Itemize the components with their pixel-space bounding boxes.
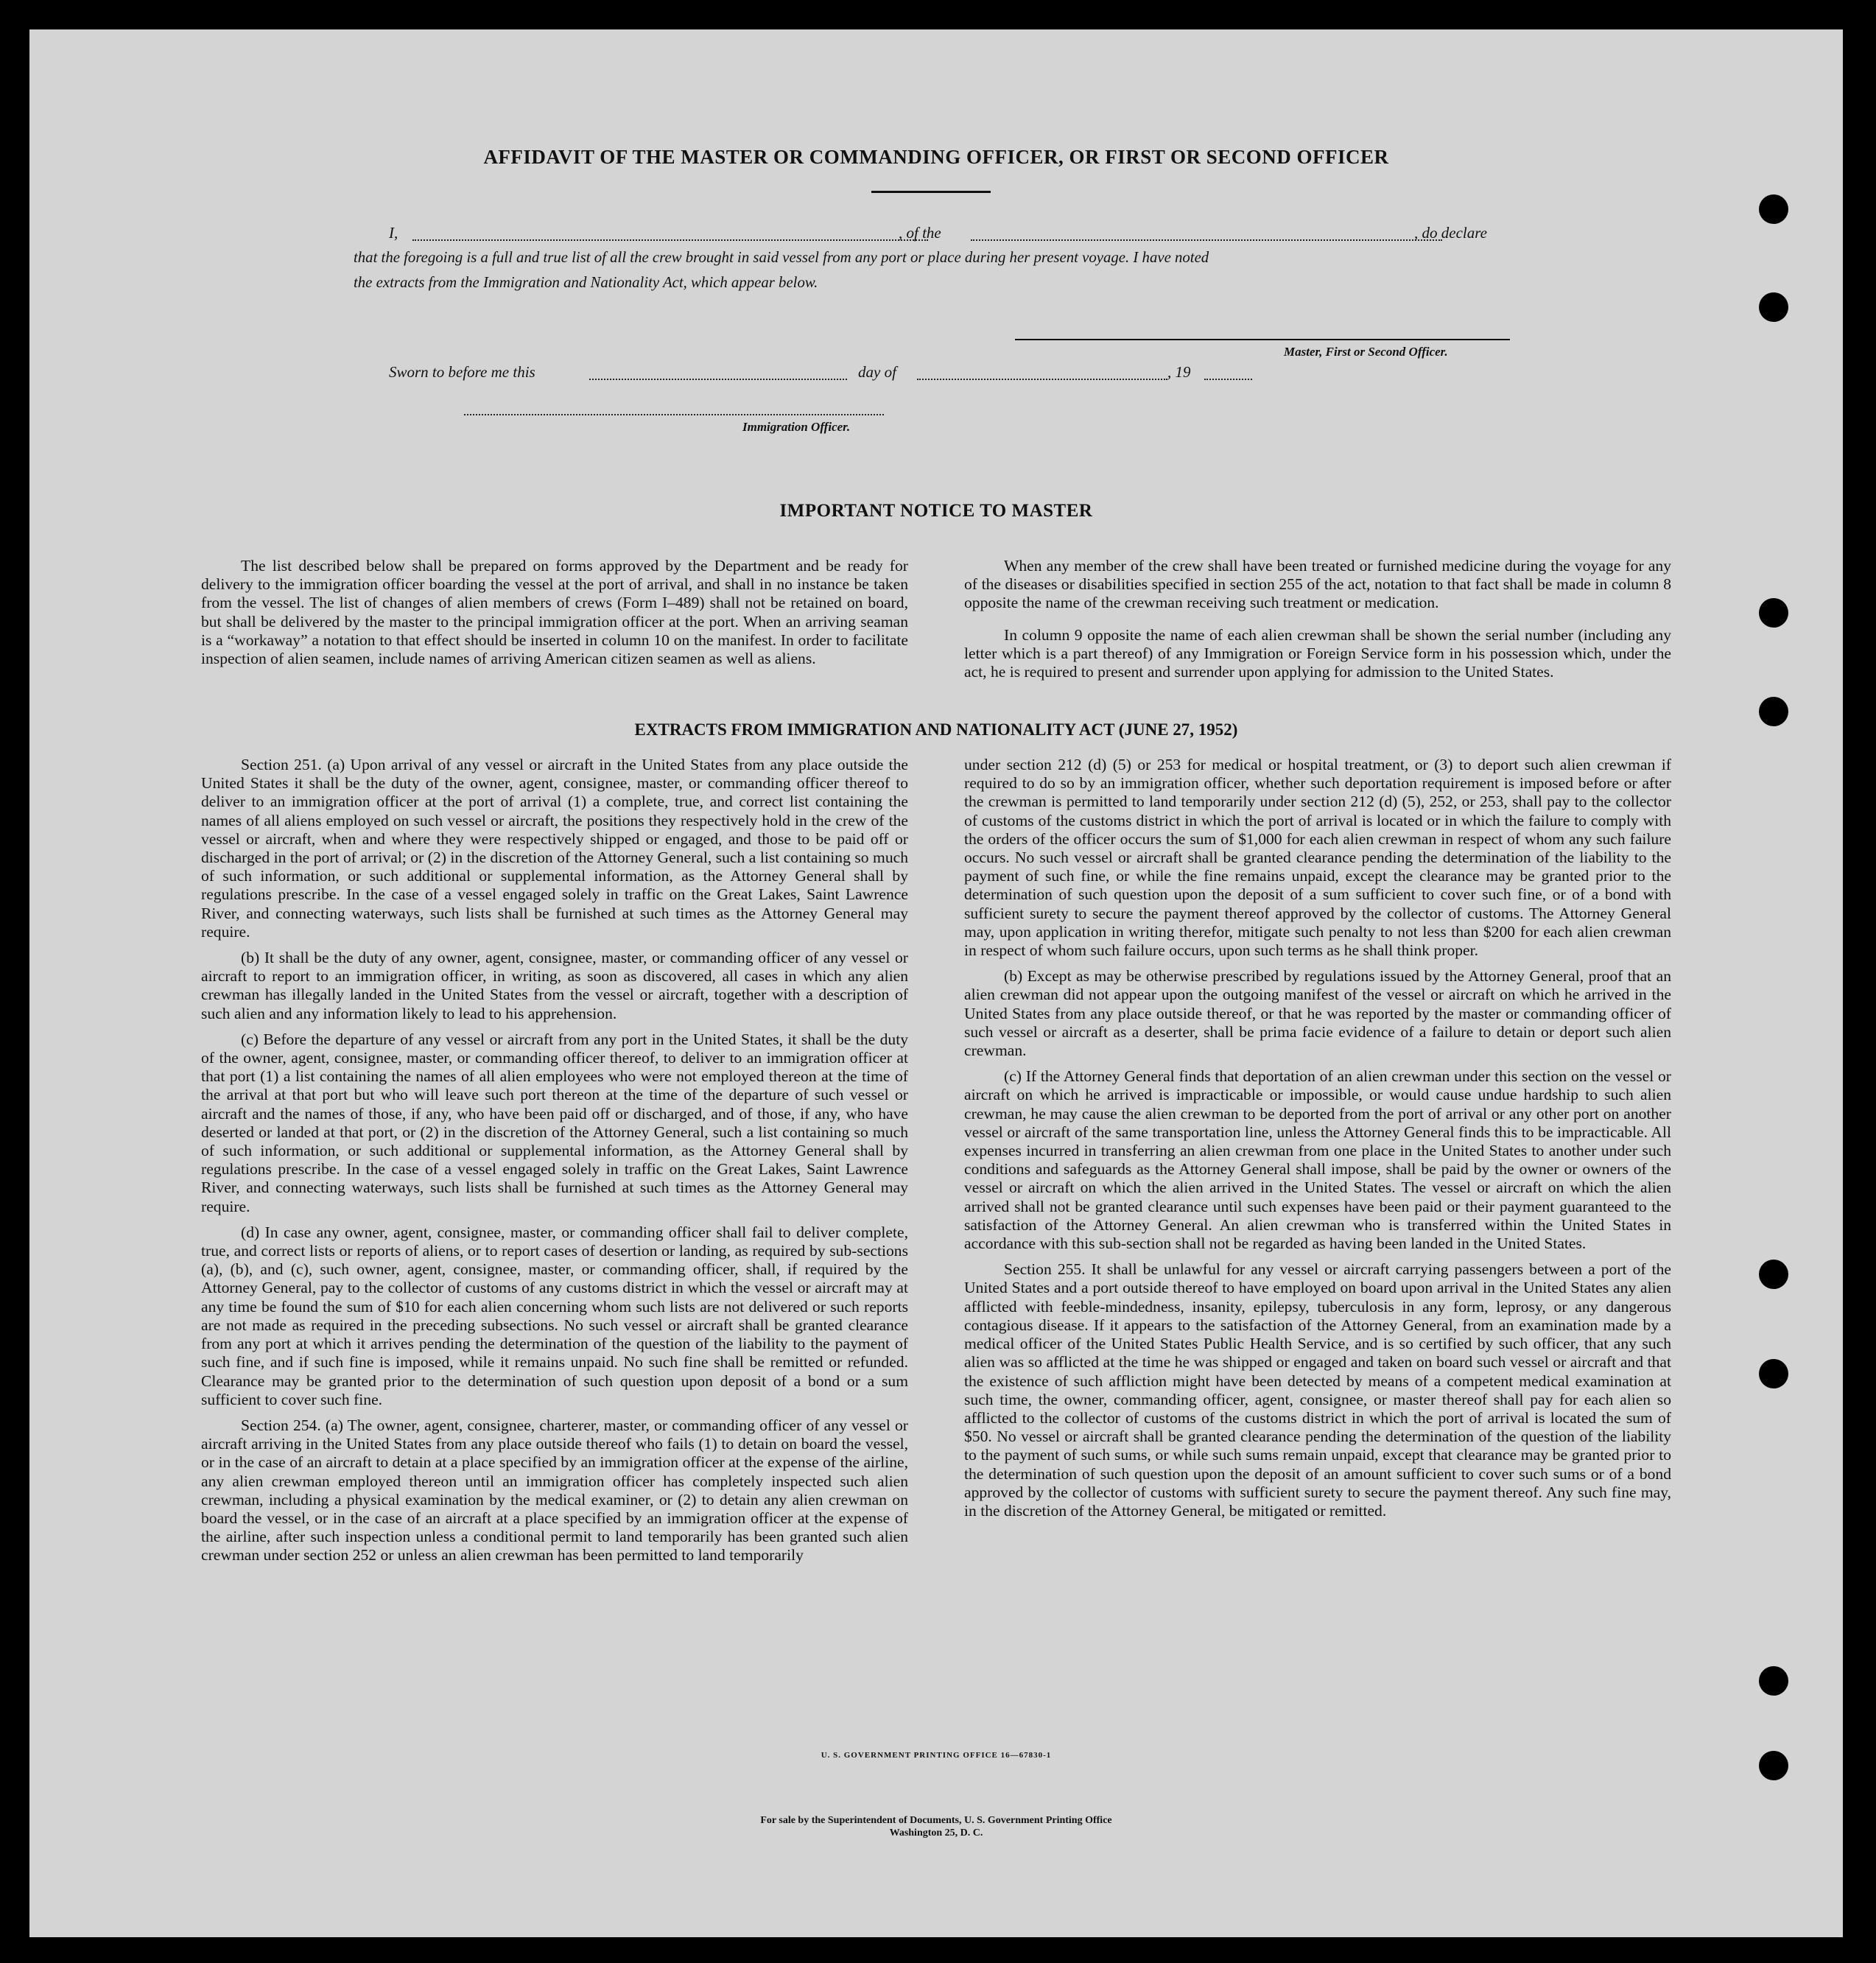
master-name-field[interactable] bbox=[412, 239, 928, 241]
punch-hole bbox=[1759, 1666, 1788, 1696]
notice-right-paragraph-2: In column 9 opposite the name of each alien crewman shall be shown the serial number (including any letter which is a part thereof) of any Immigration or Foreign Service form in his possession which, under the act, he is required to present and surrender upon applying for admission to the United States. bbox=[964, 625, 1671, 681]
punch-hole bbox=[1759, 1751, 1788, 1780]
affidavit-declare: , do declare bbox=[1414, 224, 1487, 242]
sworn-text: Sworn to before me this bbox=[389, 363, 535, 381]
master-signature-line[interactable] bbox=[1015, 339, 1510, 340]
section-251-d: (d) In case any owner, agent, consignee, master, or commanding officer shall fail to deliver complete, true, and correct lists or reports of aliens, or to report cases of desertion or landing, as required by sub-sections (a), (b), and (c), such owner, agent, consignee, master, or commanding officer, shall, if required by the Attorney General, pay to the collector of customs of any customs district in which the vessel or aircraft may at any time be found the sum of $10 for each alien concerning whom such lists are not delivered or such reports are not made as required in the preceding subsections. No such vessel or aircraft shall be granted clearance from any port at which it arrives pending the determination of the question of the liability to the payment of such fine, and if such fine is imposed, while it remains unpaid. No such fine shall be remitted or refunded. Clearance may be granted prior to the determination of such question upon deposit of a bond or a sum sufficient to cover such fine. bbox=[201, 1223, 908, 1408]
affidavit-i: I, bbox=[389, 224, 398, 242]
officer-label: Immigration Officer. bbox=[742, 420, 851, 434]
section-251-c: (c) Before the departure of any vessel or aircraft from any port in the United States, it shall be the duty of the owner, agent, consignee, master, or commanding officer thereof, to deliver to an immigration officer at that port (1) a list containing the names of all alien employees who were not employed thereon at the time of the arrival at that port but who will leave such port thereon at the time of the departure of such vessel or aircraft and the names of those, if any, who have been paid off or discharged, and of those, if any, who have deserted or landed at that port, or (2) in the discretion of the Attorney General, such a list containing so much of such information, or such additional or supplemental information, as the Attorney General shall by regulations prescribe. In the case of a vessel engaged solely in traffic on the Great Lakes, Saint Lawrence River, and connecting waterways, such lists shall be furnished at such times as the Attorney General may require. bbox=[201, 1030, 908, 1215]
title-rule bbox=[871, 191, 991, 193]
section-254-b: (b) Except as may be otherwise prescribed by regulations issued by the Attorney General, proof that an alien crewman did not appear upon the outgoing manifest of the vessel or aircraft on which he arrived in the United States from any place outside thereof, or that he was reported by the master or commanding officer of such vessel or aircraft as a deserter, shall be prima facie evidence of a failure to detain or deport such alien crewman. bbox=[964, 967, 1671, 1060]
affidavit-line2: that the foregoing is a full and true list of all the crew brought in said vessel from any port or place during her present voyage. I have noted bbox=[354, 249, 1209, 266]
document-page bbox=[29, 29, 1843, 1937]
punch-hole bbox=[1759, 292, 1788, 322]
day-of-text: day of bbox=[858, 363, 896, 381]
sworn-month-field[interactable] bbox=[917, 379, 1167, 380]
section-254-a-continued: under section 212 (d) (5) or 253 for medical or hospital treatment, or (3) to deport such alien crewman if required to do so by an immigration officer, whether such deportation requirement is imposed before or after the crewman is permitted to land temporarily under section 212 (d) (5), 252, or 253, shall pay to the collector of customs of the customs district in which the port of arrival is located or in which the failure to comply with the orders of the officer occurs the sum of $1,000 for each alien crewman in respect of whom any such failure occurs. No such vessel or aircraft shall be granted clearance pending the determination of the liability to the payment of such fine, or while the fine remains unpaid, except the clearance may be granted prior to the determination of such question upon the deposit of a sum sufficient to cover such fine, or of a bond with sufficient surety to secure the payment thereof approved by the collector of customs. The Attorney General may, upon application in writing therefor, mitigate such penalty to not less than $200 for each alien crewman in respect of whom such failure occurs, upon such terms as he shall think proper. bbox=[964, 756, 1671, 960]
affidavit-title: AFFIDAVIT OF THE MASTER OR COMMANDING OFFICER, OR FIRST OR SECOND OFFICER bbox=[483, 146, 1389, 168]
bleed-through-area bbox=[169, 29, 1790, 155]
affidavit-of-the: , of the bbox=[899, 224, 941, 242]
notice-right-paragraph-1: When any member of the crew shall have been treated or furnished medicine during the voyage for any of the diseases or disabilities specified in section 255 of the act, notation to that fact shall be made in column 8 opposite the name of the crewman receiving such treatment or medication. bbox=[964, 557, 1671, 612]
section-251-a: Section 251. (a) Upon arrival of any vessel or aircraft in the United States from any place outside the United States it shall be the duty of the owner, agent, consignee, master, or commanding officer thereof to deliver to an immigration officer at the port of arrival (1) a complete, true, and correct list containing the names of all aliens employed on such vessel or aircraft, the positions they respectively hold in the crew of the vessel or aircraft, when and where they were respectively shipped or engaged, and those to be paid off or discharged in the port of arrival; or (2) in the discretion of the Attorney General, such a list containing so much of such information, or such additional or supplemental information, as the Attorney General shall by regulations prescribe. In the case of a vessel engaged solely in traffic on the Great Lakes, Saint Lawrence River, and connecting waterways, such lists shall be furnished at such times as the Attorney General may require. bbox=[201, 756, 908, 941]
sale-line-2: Washington 25, D. C. bbox=[889, 1827, 983, 1839]
section-254-c: (c) If the Attorney General finds that deportation of an alien crewman under this section on the vessel or aircraft on which he arrived is impracticable or impossible, or would cause undue hardship to such alien crewman, he may cause the alien crewman to be deported from the port of arrival or any other port on another vessel or aircraft of the same transportation line, unless the Attorney General finds this to be impracticable. All expenses incurred in transferring an alien crewman from one place in the United States to another under such conditions and safeguards as the Attorney General shall impose, shall be paid by the owner or owners of the vessel or aircraft on which the alien arrived in the United States. The vessel or aircraft on which the alien arrived shall not be granted clearance until such expenses have been paid or their payment guaranteed to the satisfaction of the Attorney General. An alien crewman who is transferred within the United States in accordance with this sub-section shall not be regarded as having been landed in the United States. bbox=[964, 1067, 1671, 1253]
punch-hole bbox=[1759, 1359, 1788, 1388]
extracts-left-column bbox=[201, 756, 908, 1573]
sworn-day-field[interactable] bbox=[589, 379, 847, 380]
year-field[interactable] bbox=[1204, 379, 1252, 380]
section-255: Section 255. It shall be unlawful for any vessel or aircraft carrying passengers between a port of the United States and a port outside thereof to have employed on board upon arrival in the United States any alien afflicted with feeble-mindedness, insanity, epilepsy, tuberculosis in any form, leprosy, or any dangerous contagious disease. If it appears to the satisfaction of the Attorney General, from an examination made by a medical officer of the United States Public Health Service, and is so certified by such officer, that any such alien was so afflicted at the time he was shipped or engaged and taken on board such vessel or aircraft and that the existence of such affliction might have been detected by means of a competent medical examination at such time, the owner, commanding officer, agent, consignee, or master thereof shall pay for each alien so afflicted to the collector of customs of the customs district in which the port of arrival is located the sum of $50. No vessel or aircraft shall be granted clearance pending the determination of the question of the liability to the payment of such sums, or while such sums remain unpaid, except that clearance may be granted prior to the determination of such question upon the deposit of an amount sufficient to cover such sums or of a bond approved by the collector of customs with sufficient surety to secure the payment thereof. Any such fine may, in the discretion of the Attorney General, be mitigated or remitted. bbox=[964, 1260, 1671, 1520]
printing-office-line: U. S. GOVERNMENT PRINTING OFFICE 16—67830-1 bbox=[821, 1751, 1052, 1760]
notice-left-column bbox=[201, 557, 908, 675]
punch-hole bbox=[1759, 1260, 1788, 1289]
section-254-a: Section 254. (a) The owner, agent, consignee, charterer, master, or commanding officer of any vessel or aircraft arriving in the United States from any place outside thereof who fails (1) to detain on board the vessel, or in the case of an aircraft to detain at a place specified by an immigration officer at the expense of the airline, any alien crewman employed thereon until an immigration officer has completely inspected such alien crewman, including a physical examination by the medical examiner, or (2) to detain any alien crewman on board the vessel, or in the case of an aircraft at a place specified by an immigration officer at the expense of the airline, after such inspection unless a conditional permit to land temporarily has been granted such alien crewman under section 252 or unless an alien crewman has been permitted to land temporarily bbox=[201, 1416, 908, 1565]
notice-title: IMPORTANT NOTICE TO MASTER bbox=[779, 501, 1093, 521]
section-251-b: (b) It shall be the duty of any owner, agent, consignee, master, or commanding officer of any vessel or aircraft to report to an immigration officer, in writing, as soon as discovered, all cases in which any alien crewman has illegally landed in the United States from the vessel or aircraft, together with a description of such alien and any information likely to lead to his apprehension. bbox=[201, 949, 908, 1022]
sale-notice bbox=[29, 1814, 1843, 1839]
extracts-right-column bbox=[964, 756, 1671, 1528]
extracts-title: EXTRACTS FROM IMMIGRATION AND NATIONALITY ACT (JUNE 27, 1952) bbox=[634, 720, 1238, 739]
sale-line-1: For sale by the Superintendent of Documents, U. S. Government Printing Office bbox=[760, 1815, 1112, 1826]
notice-left-paragraph: The list described below shall be prepared on forms approved by the Department and be ready for delivery to the immigration officer boarding the vessel at the port of arrival, and shall in no instance be taken from the vessel. The list of changes of alien members of crews (Form I–489) shall not be retained on board, but shall be delivered by the master to the principal immigration officer at the port. When an arriving seaman is a “workaway” a notation to that effect should be inserted in column 10 on the manifest. In order to facilitate inspection of alien seamen, include names of arriving American citizen seamen as well as aliens. bbox=[201, 557, 908, 668]
affidavit-line3: the extracts from the Immigration and Nationality Act, which appear below. bbox=[354, 274, 818, 291]
year-prefix: , 19 bbox=[1167, 363, 1191, 381]
immigration-officer-line[interactable] bbox=[464, 414, 884, 415]
punch-hole bbox=[1759, 194, 1788, 224]
master-label: Master, First or Second Officer. bbox=[1284, 345, 1448, 359]
punch-hole bbox=[1759, 598, 1788, 628]
vessel-name-field[interactable] bbox=[971, 239, 1442, 241]
punch-hole bbox=[1759, 697, 1788, 726]
notice-right-column bbox=[964, 557, 1671, 689]
